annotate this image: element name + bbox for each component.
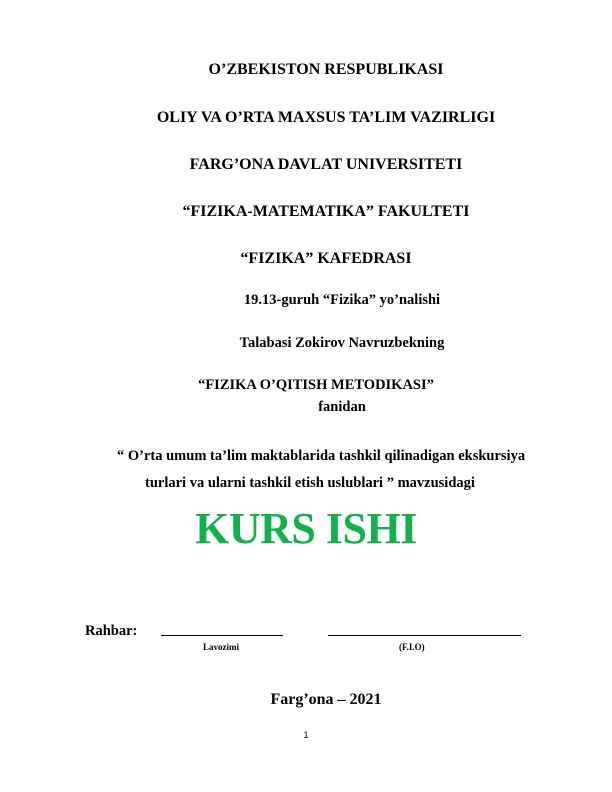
position-caption: Lavozimi xyxy=(203,642,239,652)
subject-suffix: fanidan xyxy=(318,399,366,415)
page-number: 1 xyxy=(303,730,309,740)
topic-line-2: turlari va ularni tashkil etish uslublari ” mavzusidagi xyxy=(145,475,475,491)
university-heading: FARG’ONA DAVLAT UNIVERSITETI xyxy=(189,156,463,173)
faculty-heading: “FIZIKA-MATEMATIKA” FAKULTETI xyxy=(182,203,470,220)
work-type-title: KURS ISHI xyxy=(195,504,417,553)
republic-heading: O’ZBEKISTON RESPUBLIKASI xyxy=(208,61,444,78)
name-caption: (F.I.O) xyxy=(399,642,425,652)
department-heading: “FIZIKA” KAFEDRASI xyxy=(240,250,412,267)
topic-line-1: “ O’rta umum ta’lim maktablarida tashkil qilinadigan ekskursiya xyxy=(117,448,526,464)
name-blank-line xyxy=(328,635,521,636)
position-blank-line xyxy=(161,635,283,636)
student-name: Talabasi Zokirov Navruzbekning xyxy=(239,335,445,351)
place-year: Farg’ona – 2021 xyxy=(270,691,382,708)
supervisor-label: Rahbar: xyxy=(85,623,138,639)
student-group: 19.13-guruh “Fizika” yo’nalishi xyxy=(243,292,441,308)
subject-title: “FIZIKA O’QITISH METODIKASI” xyxy=(198,377,434,393)
ministry-heading: OLIY VA O’RTA MAXSUS TA’LIM VAZIRLIGI xyxy=(156,109,496,126)
